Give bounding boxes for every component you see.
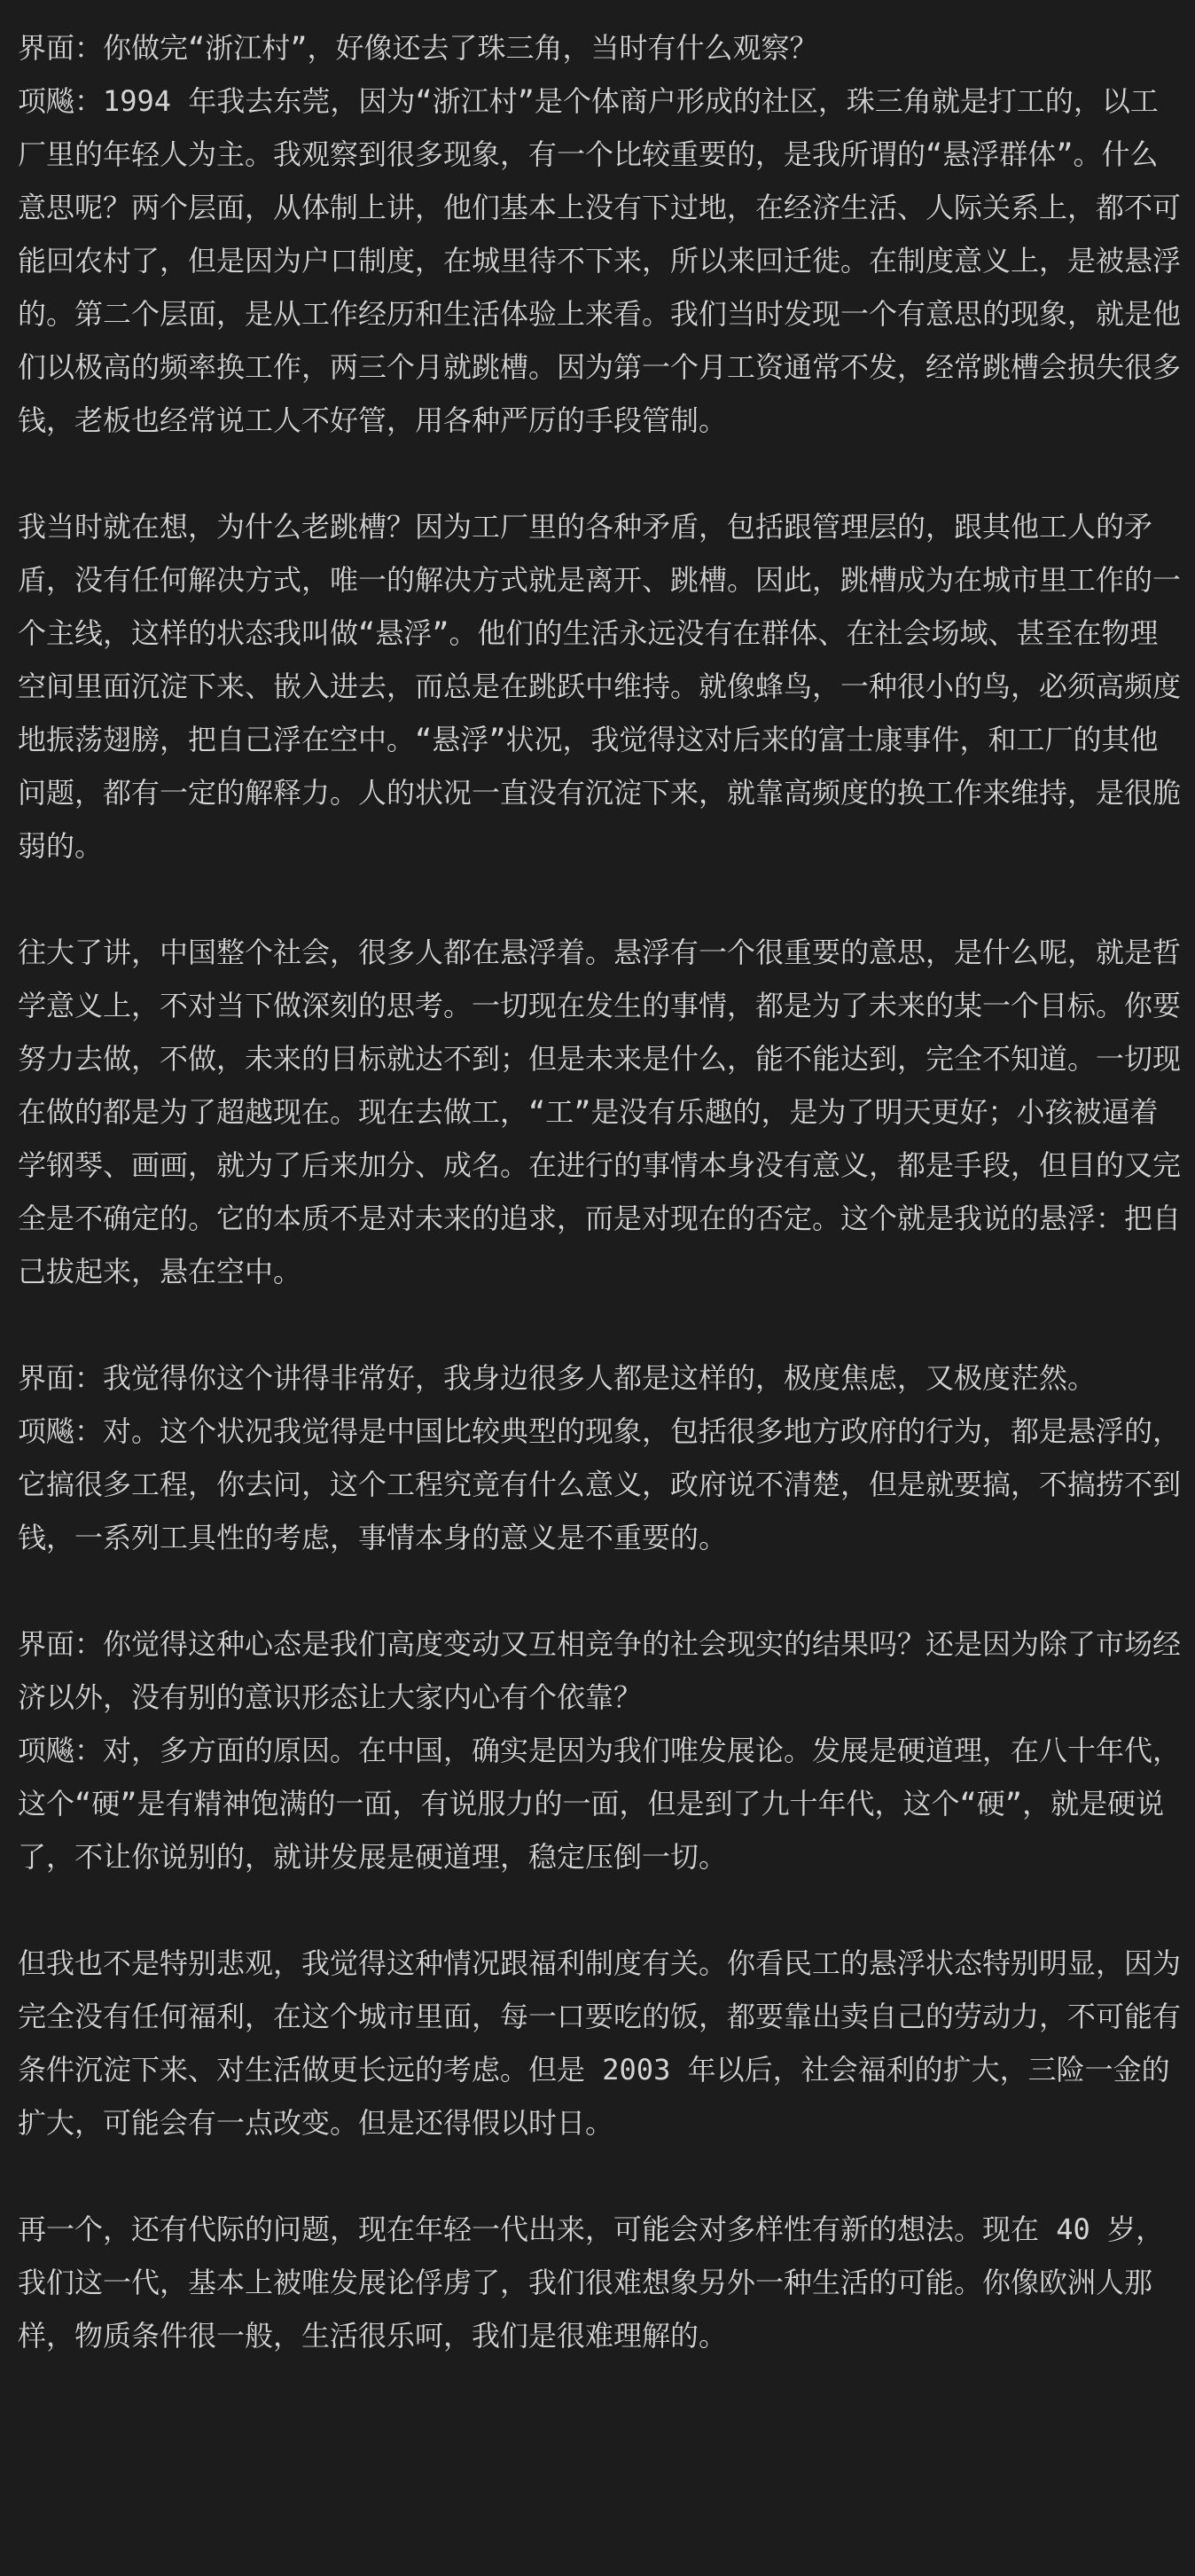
text-line: 个主线，这样的状态我叫做“悬浮”。他们的生活永远没有在群体、在社会场域、甚至在物理 <box>18 616 1159 650</box>
text-line: 的。第二个层面，是从工作经历和生活体验上来看。我们当时发现一个有意思的现象，就是他 <box>18 297 1182 331</box>
text-line: 们以极高的频率换工作，两三个月就跳槽。因为第一个月工资通常不发，经常跳槽会损失很多 <box>18 350 1182 384</box>
text-line: 项飚：1994 年我去东莞，因为“浙江村”是个体商户形成的社区，珠三角就是打工的，以工 <box>18 84 1159 118</box>
text-line: 盾，没有任何解决方式，唯一的解决方式就是离开、跳槽。因此，跳槽成为在城市里工作的一 <box>18 563 1182 597</box>
text-line: 空间里面沉淀下来、嵌入进去，而总是在跳跃中维持。就像蜂鸟，一种很小的鸟，必须高频度 <box>18 669 1182 703</box>
text-line: 济以外，没有别的意识形态让大家内心有个依靠？ <box>18 1680 643 1714</box>
paragraph <box>18 2203 1181 2362</box>
text-line: 能回农村了，但是因为户口制度，在城里待不下来，所以来回迁徙。在制度意义上，是被悬浮 <box>18 244 1182 278</box>
text-line: 学钢琴、画画，就为了后来加分、成名。在进行的事情本身没有意义，都是手段，但目的又完 <box>18 1148 1182 1182</box>
text-line: 条件沉淀下来、对生活做更长远的考虑。但是 2003 年以后，社会福利的扩大，三险一金的 <box>18 2053 1170 2087</box>
text-line: 往大了讲，中国整个社会，很多人都在悬浮着。悬浮有一个很重要的意思，是什么呢，就是哲 <box>18 936 1182 969</box>
text-line: 己拔起来，悬在空中。 <box>18 1255 302 1288</box>
text-line: 了，不让你说别的，就讲发展是硬道理，稳定压倒一切。 <box>18 1840 728 1874</box>
paragraph <box>18 926 1181 1298</box>
paragraph <box>18 21 1181 447</box>
text-line: 它搞很多工程，你去问，这个工程究竟有什么意义，政府说不清楚，但是就要搞，不搞捞不到 <box>18 1468 1182 1501</box>
article-body <box>18 21 1181 2415</box>
text-line: 弱的。 <box>18 829 104 863</box>
text-line: 在做的都是为了超越现在。现在去做工，“工”是没有乐趣的，是为了明天更好；小孩被逼着 <box>18 1095 1159 1129</box>
text-line: 但我也不是特别悲观，我觉得这种情况跟福利制度有关。你看民工的悬浮状态特别明显，因为 <box>18 1946 1182 1980</box>
text-line: 项飚：对，多方面的原因。在中国，确实是因为我们唯发展论。发展是硬道理，在八十年代， <box>18 1734 1182 1767</box>
text-line: 问题，都有一定的解释力。人的状况一直没有沉淀下来，就靠高频度的换工作来维持，是很脆 <box>18 776 1182 810</box>
text-line: 学意义上，不对当下做深刻的思考。一切现在发生的事情，都是为了未来的某一个目标。你要 <box>18 989 1182 1022</box>
text-line: 样，物质条件很一般，生活很乐呵，我们是很难理解的。 <box>18 2319 728 2353</box>
paragraph <box>18 1617 1181 1883</box>
text-line: 意思呢？两个层面，从体制上讲，他们基本上没有下过地，在经济生活、人际关系上，都不可 <box>18 191 1182 224</box>
text-line: 我当时就在想，为什么老跳槽？因为工厂里的各种矛盾，包括跟管理层的，跟其他工人的矛 <box>18 510 1153 544</box>
text-line: 钱，老板也经常说工人不好管，用各种严厉的手段管制。 <box>18 403 728 437</box>
text-line: 钱，一系列工具性的考虑，事情本身的意义是不重要的。 <box>18 1521 728 1554</box>
text-line: 界面：你觉得这种心态是我们高度变动又互相竞争的社会现实的结果吗？还是因为除了市场经 <box>18 1627 1182 1661</box>
text-line: 界面：你做完“浙江村”，好像还去了珠三角，当时有什么观察？ <box>18 31 818 65</box>
text-line: 地振荡翅膀，把自己浮在空中。“悬浮”状况，我觉得这对后来的富士康事件，和工厂的其他 <box>18 723 1159 756</box>
paragraph <box>18 1351 1181 1564</box>
text-line: 界面：我觉得你这个讲得非常好，我身边很多人都是这样的，极度焦虑，又极度茫然。 <box>18 1361 1097 1395</box>
text-line: 厂里的年轻人为主。我观察到很多现象，有一个比较重要的，是我所谓的“悬浮群体”。什么 <box>18 137 1159 171</box>
text-line: 项飚：对。这个状况我觉得是中国比较典型的现象，包括很多地方政府的行为，都是悬浮的， <box>18 1414 1182 1448</box>
paragraph <box>18 1937 1181 2149</box>
text-line: 努力去做，不做，未来的目标就达不到；但是未来是什么，能不能达到，完全不知道。一切现 <box>18 1042 1182 1076</box>
text-line: 这个“硬”是有精神饱满的一面，有说服力的一面，但是到了九十年代，这个“硬”，就是硬说 <box>18 1787 1165 1820</box>
text-line: 全是不确定的。它的本质不是对未来的追求，而是对现在的否定。这个就是我说的悬浮：把自 <box>18 1202 1182 1235</box>
text-line: 完全没有任何福利，在这个城市里面，每一口要吃的饭，都要靠出卖自己的劳动力，不可能有 <box>18 2000 1182 2033</box>
text-line: 扩大，可能会有一点改变。但是还得假以时日。 <box>18 2106 614 2140</box>
text-line: 再一个，还有代际的问题，现在年轻一代出来，可能会对多样性有新的想法。现在 40 岁， <box>18 2212 1165 2246</box>
text-line: 我们这一代，基本上被唯发展论俘虏了，我们很难想象另外一种生活的可能。你像欧洲人那 <box>18 2266 1153 2299</box>
paragraph <box>18 500 1181 873</box>
